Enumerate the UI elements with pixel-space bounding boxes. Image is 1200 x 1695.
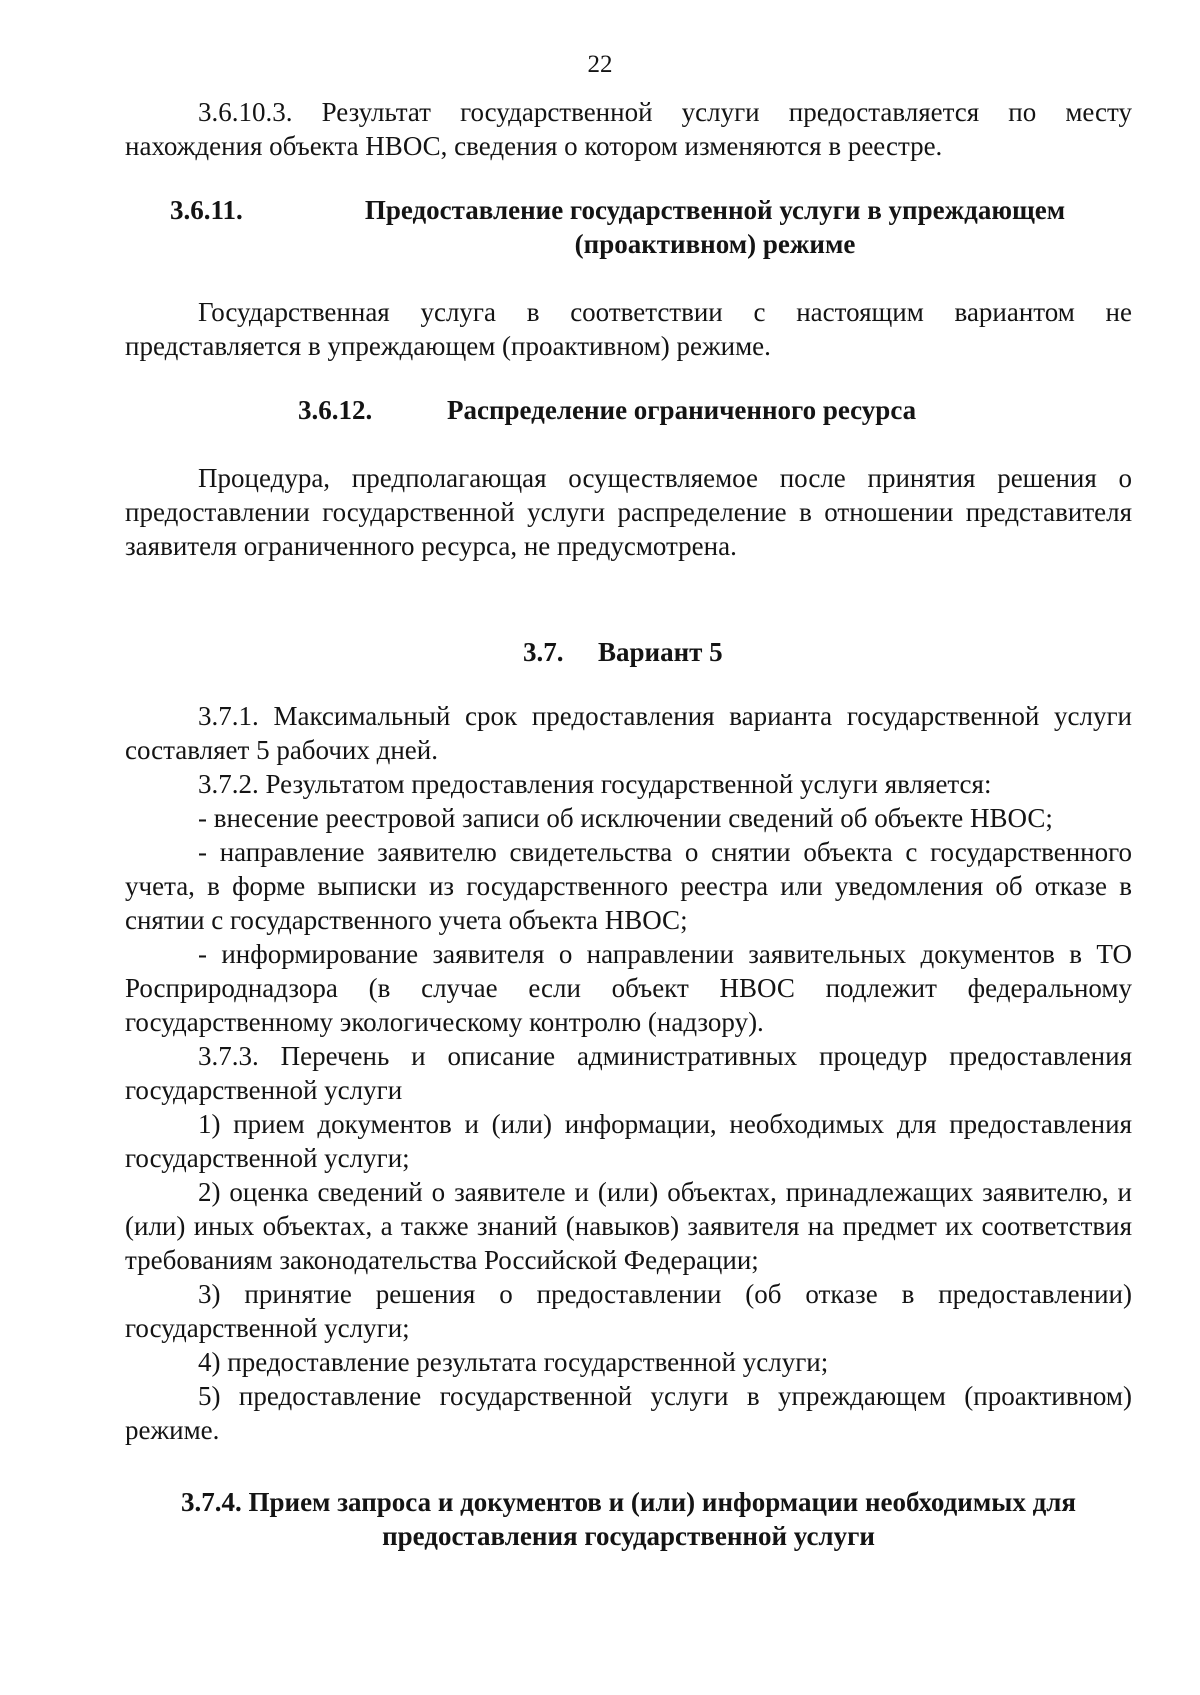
paragraph-3-6-10-3: 3.6.10.3. Результат государственной услуги предоставляется по месту нахождения объекта НВОС, сведения о котором изменяются в реестре. (125, 97, 1132, 161)
paragraph: 3.7.1. Максимальный срок предоставления варианта государственной услуги составляет 5 рабочих дней. (125, 701, 1132, 765)
section-number: 3.7. (523, 637, 564, 667)
section-heading-3-7-4: 3.7.4. Прием запроса и документов и (или) информации необходимых для предоставления государственной услуги (181, 1487, 1076, 1551)
list-item: - внесение реестровой записи об исключении сведений об объекте НВОС; (198, 803, 1053, 833)
page-number: 22 (587, 51, 613, 78)
list-item: - информирование заявителя о направлении заявительных документов в ТО Росприроднадзора (в случае если объект НВОС подлежит федеральному государственному экологическому контролю (надзору). (125, 939, 1132, 1037)
section-heading-3-6-11 (125, 193, 1132, 261)
section-title: Вариант 5 (598, 637, 723, 667)
section-heading-3-6-12 (125, 393, 1132, 427)
section-heading-3-7 (125, 635, 1132, 669)
paragraph-3-6-12: Процедура, предполагающая осуществляемое после принятия решения о предоставлении государственной услуги распределение в отношении представителя заявителя ограниченного ресурса, не предусмотрена. (125, 463, 1132, 561)
paragraph-3-6-11: Государственная услуга в соответствии с настоящим вариантом не представляется в упреждающем (проактивном) режиме. (125, 297, 1132, 361)
list-item: 4) предоставление результата государственной услуги; (198, 1347, 829, 1377)
section-number: 3.6.11. (170, 195, 243, 225)
list-item: 3) принятие решения о предоставлении (об отказе в предоставлении) государственной услуги; (125, 1279, 1132, 1343)
paragraph: 3.7.3. Перечень и описание административных процедур предоставления государственной услуги (125, 1041, 1132, 1105)
section-title: Предоставление государственной услуги в упреждающем (проактивном) режиме (364, 195, 1066, 259)
list-item: 5) предоставление государственной услуги в упреждающем (проактивном) режиме. (125, 1381, 1132, 1445)
list-item: - направление заявителю свидетельства о снятии объекта с государственного учета, в форме выписки из государственного реестра или уведомления об отказе в снятии с государственного учета объекта НВОС; (125, 837, 1132, 935)
section-3-7-content (125, 699, 1132, 1447)
section-title: Распределение ограниченного ресурса (447, 395, 917, 425)
list-item: 1) прием документов и (или) информации, необходимых для предоставления государственной услуги; (125, 1109, 1132, 1173)
paragraph: 3.7.2. Результатом предоставления государственной услуги является: (198, 769, 992, 799)
document-body (125, 95, 1132, 1553)
list-item: 2) оценка сведений о заявителе и (или) объектах, принадлежащих заявителю, и (или) иных объектах, а также знаний (навыков) заявителя на предмет их соответствия требованиям законодательства Российской Федерации; (125, 1177, 1132, 1275)
section-number: 3.6.12. (298, 395, 373, 425)
